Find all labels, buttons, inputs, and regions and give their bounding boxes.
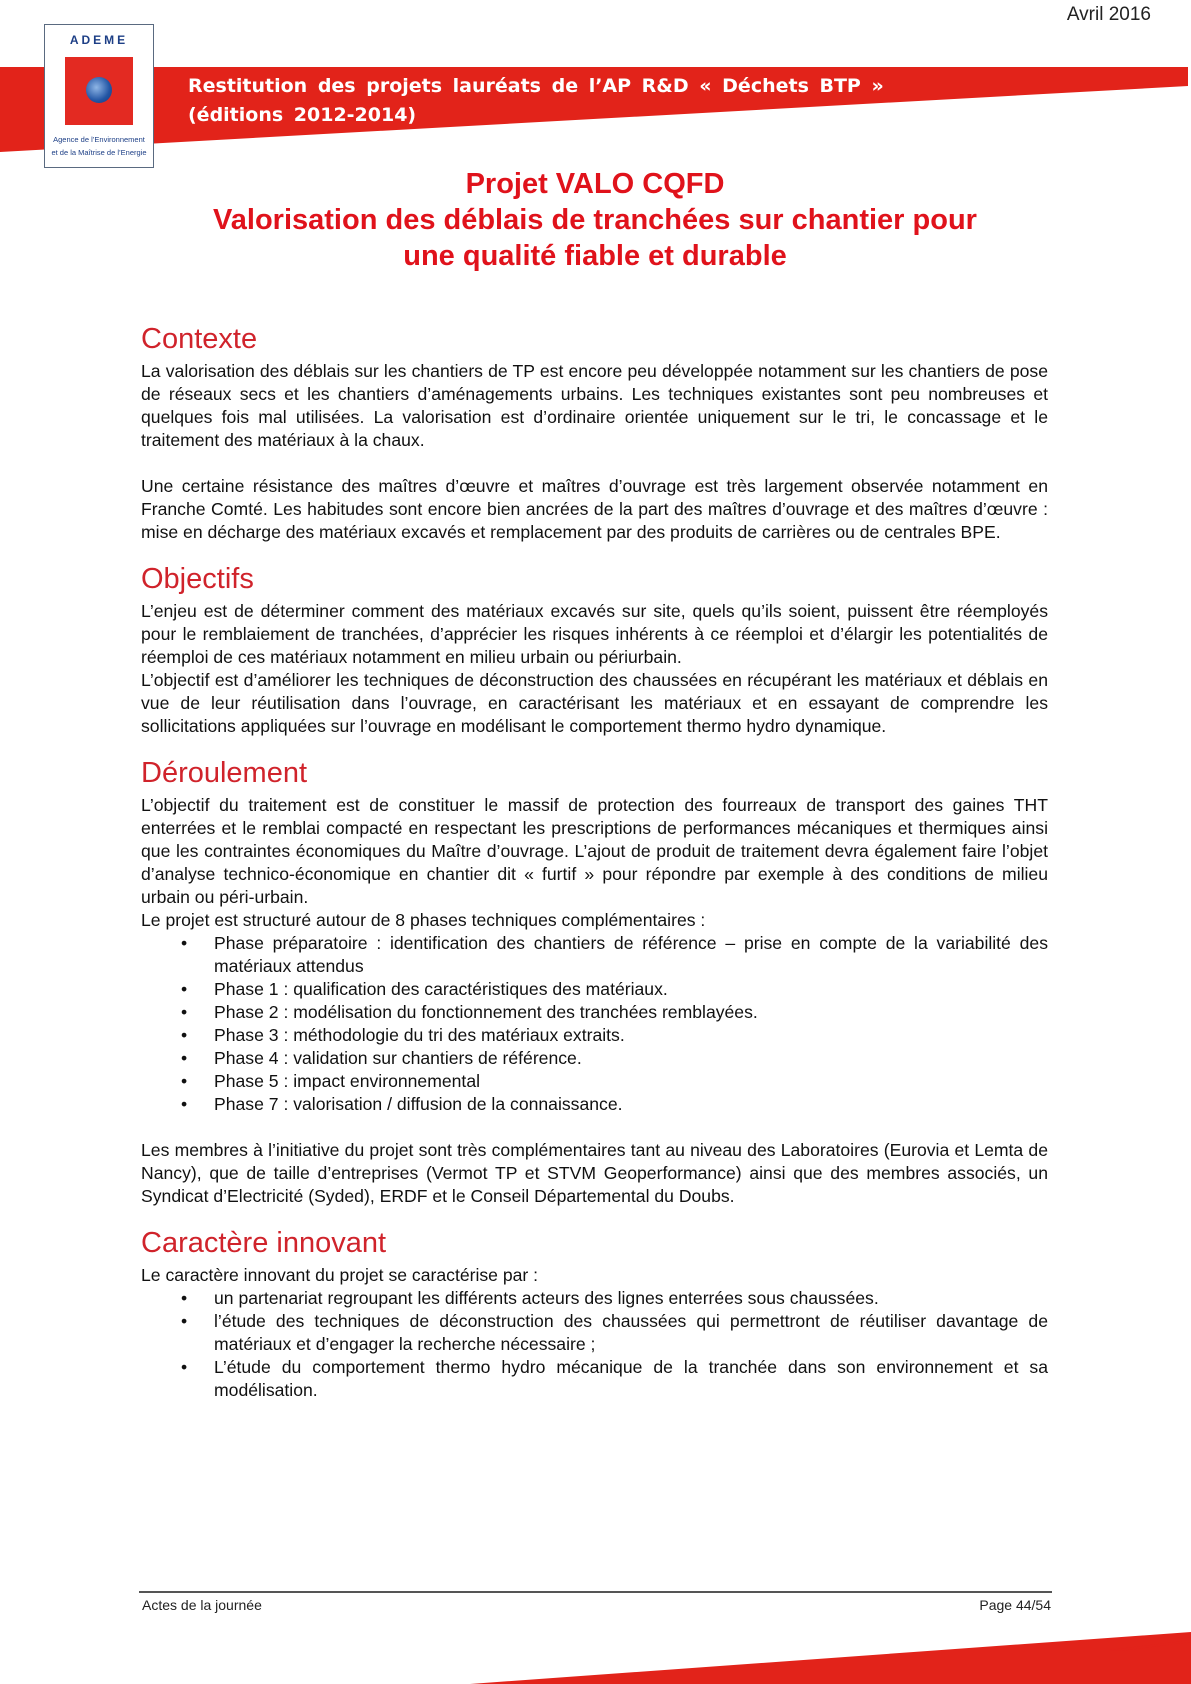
header-title-line1: Restitution des projets lauréats de l’AP R&D « Déchets BTP » (188, 75, 884, 97)
section-heading: Objectifs (141, 563, 254, 595)
paragraph: Le projet est structuré autour de 8 phases techniques complémentaires : (141, 910, 706, 930)
document-body (141, 322, 1048, 1402)
list-item: • Phase 2 : modélisation du fonctionnement des tranchées remblayées. (214, 1001, 1048, 1024)
paragraph: L’objectif du traitement est de constituer le massif de protection des fourreaux de transport des gaines THT enterrées et le remblai compacté en respectant les prescriptions de performances mécaniques et thermiques ainsi que les contraintes économiques du Maître d’ouvrage. L’ajout de produit de traitement devra également faire l’objet d’analyse technico-économique en chantier dit « furtif » pour répondre par exemple à des conditions de milieu urbain ou péri-urbain. (141, 795, 1048, 907)
logo-caption-line2: et de la Maîtrise de l’Energie (51, 148, 147, 157)
list-item: • Phase 5 : impact environnemental (214, 1070, 1048, 1093)
list-item: • un partenariat regroupant les différents acteurs des lignes enterrées sous chaussées. (214, 1287, 1048, 1310)
document-date: Avril 2016 (1066, 4, 1151, 25)
paragraph: La valorisation des déblais sur les chantiers de TP est encore peu développée notamment sur les chantiers de pose de réseaux secs et les chantiers d’aménagements urbains. Les techniques existantes sont peu nombreuses et quelques fois mal utilisées. La valorisation est d’ordinaire orientée uniquement sur le tri, le concassage et le traitement des matériaux à la chaux. (141, 361, 1048, 450)
document-title (130, 166, 1060, 274)
list-item: • l’étude des techniques de déconstruction des chaussées qui permettront de réutiliser davantage de matériaux et d’engager la recherche nécessaire ; (214, 1310, 1048, 1356)
list-item: • Phase 7 : valorisation / diffusion de la connaissance. (214, 1093, 1048, 1116)
list-item: • Phase 3 : méthodologie du tri des matériaux extraits. (214, 1024, 1048, 1047)
section-objectifs (141, 562, 1048, 738)
section-contexte (141, 322, 1048, 544)
header-title (188, 72, 884, 130)
header-title-line2: (éditions 2012-2014) (188, 104, 417, 126)
section-heading: Caractère innovant (141, 1227, 387, 1259)
title-line2: Valorisation des déblais de tranchées sur chantier pour (213, 204, 977, 236)
paragraph: Le caractère innovant du projet se caractérise par : (141, 1265, 539, 1285)
innovation-list (141, 1287, 1048, 1402)
footer-left-text: Actes de la journée (142, 1597, 262, 1613)
paragraph: Les membres à l’initiative du projet sont très complémentaires tant au niveau des Laboratoires (Eurovia et Lemta de Nancy), que de taille d’entreprises (Vermot TP et STVM Geoperformance) ainsi que des membres associés, un Syndicat d’Electricité (Syded), ERDF et le Conseil Départemental du Doubs. (141, 1140, 1048, 1206)
logo-red-square (65, 57, 133, 125)
footer-swoosh (0, 1620, 1191, 1684)
title-line3: une qualité fiable et durable (403, 240, 787, 272)
paragraph: L’objectif est d’améliorer les techniques de déconstruction des chaussées en récupérant les matériaux et déblais en vue de leur réutilisation dans l’ouvrage, en caractérisant les matériaux et en essayant de comprendre les sollicitations appliquées sur l’ouvrage en modélisant le comportement thermo hydro dynamique. (141, 670, 1048, 736)
list-item: • L’étude du comportement thermo hydro mécanique de la tranchée dans son environnement et sa modélisation. (214, 1356, 1048, 1402)
list-item: • Phase préparatoire : identification des chantiers de référence – prise en compte de la variabilité des matériaux attendus (214, 932, 1048, 978)
section-heading: Déroulement (141, 757, 308, 789)
title-line1: Projet VALO CQFD (465, 168, 725, 200)
ademe-logo (44, 24, 154, 168)
phases-list (141, 932, 1048, 1116)
logo-name: ADEME (69, 33, 129, 47)
footer-divider (139, 1591, 1052, 1593)
section-heading: Contexte (141, 323, 258, 355)
list-item: • Phase 4 : validation sur chantiers de référence. (214, 1047, 1048, 1070)
section-deroulement (141, 756, 1048, 1208)
page-number: Page 44/54 (979, 1597, 1051, 1613)
section-caractere-innovant (141, 1226, 1048, 1402)
logo-caption-line1: Agence de l’Environnement (53, 135, 145, 144)
globe-icon (86, 77, 112, 103)
paragraph: Une certaine résistance des maîtres d’œuvre et maîtres d’ouvrage est très largement observée notamment en Franche Comté. Les habitudes sont encore bien ancrées de la part des maîtres d’ouvrage et des maîtres d’œuvre : mise en décharge des matériaux excavés et remplacement par des produits de carrières ou de centrales BPE. (141, 476, 1048, 542)
logo-caption (45, 133, 153, 159)
list-item: • Phase 1 : qualification des caractéristiques des matériaux. (214, 978, 1048, 1001)
paragraph: L’enjeu est de déterminer comment des matériaux excavés sur site, quels qu’ils soient, puissent être réemployés pour le remblaiement de tranchées, d’apprécier les risques inhérents à ce réemploi et d’élargir les potentialités de réemploi de ces matériaux notamment en milieu urbain ou périurbain. (141, 601, 1048, 667)
